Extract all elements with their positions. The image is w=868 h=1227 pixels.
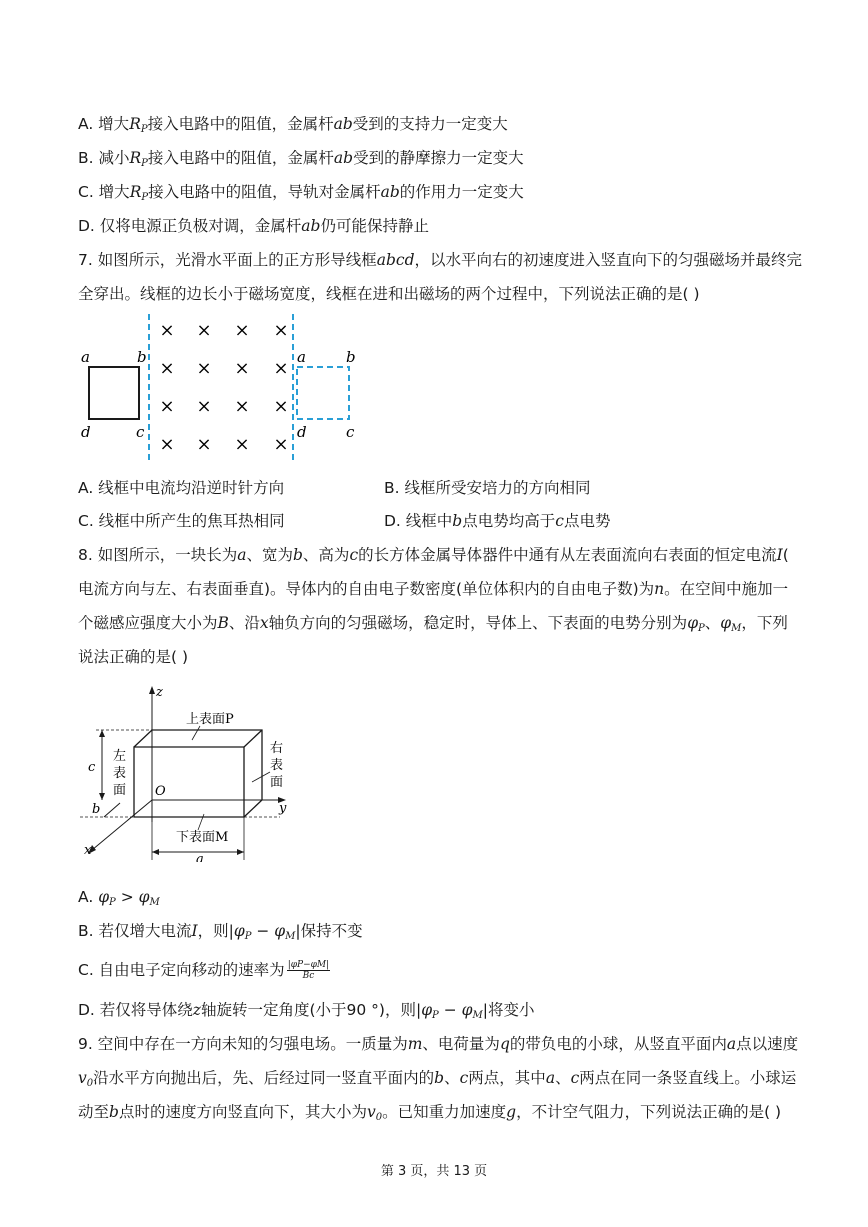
q6-option-d: D. 仅将电源正负极对调，金属杆ab仍可能保持静止 xyxy=(78,217,429,235)
axis-z-label: z xyxy=(156,685,163,700)
fraction: $\frac{|\varphi P-\varphi M|}{Bc}$ xyxy=(287,960,330,981)
axis-y-label: y xyxy=(279,801,287,816)
loop-solid xyxy=(89,367,139,419)
q6-option-c: C. 增大$R_P$接入电路中的阻值，导轨对金属杆ab的作用力一定变大 xyxy=(78,183,524,203)
q8-stem-line1: 8. 如图所示，一块长为a、宽为b、高为c的长方体金属导体器件中通有从左表面流向右表面的恒定电流I( xyxy=(78,546,789,564)
loop-dashed xyxy=(297,367,349,419)
svg-text:右: 右 xyxy=(270,741,284,756)
page-footer: 第 3 页，共 13 页 xyxy=(380,1164,488,1179)
field-crosses xyxy=(159,320,288,455)
bottom-face-label: 下表面M xyxy=(176,830,229,845)
svg-text:×: × xyxy=(234,320,250,341)
svg-text:×: × xyxy=(196,396,212,417)
svg-text:×: × xyxy=(234,358,250,379)
q9-stem-line2: $v_0$沿水平方向抛出后，先、后经过同一竖直平面内的b、c两点，其中a、c两点在同一条竖直线上。小球运 xyxy=(78,1069,797,1089)
origin-label: O xyxy=(155,784,166,799)
dim-b-label: b xyxy=(92,802,101,817)
svg-text:b: b xyxy=(346,348,356,366)
top-face-label: 上表面P xyxy=(186,712,234,727)
svg-text:×: × xyxy=(273,358,289,379)
svg-text:表: 表 xyxy=(113,766,127,781)
left-face-label xyxy=(113,749,126,798)
q8-stem-line2: 电流方向与左、右表面垂直)。导体内的自由电子数密度(单位体积内的自由电子数)为n。在空间中施加一 xyxy=(78,580,789,598)
svg-text:×: × xyxy=(273,320,289,341)
svg-text:×: × xyxy=(273,396,289,417)
svg-text:左: 左 xyxy=(113,749,127,764)
dim-a-label: a xyxy=(196,852,204,862)
svg-text:×: × xyxy=(159,434,175,455)
q7-option-d: D. 线框中b点电势均高于c点电势 xyxy=(384,512,611,530)
label-a: a xyxy=(81,348,90,366)
q8-option-a: A. $\varphi_P > \varphi_M$ xyxy=(78,888,160,908)
svg-text:×: × xyxy=(159,320,175,341)
q8-option-c: C. 自由电子定向移动的速率为 $\frac{|\varphi P-\varphi M|}{Bc}$ xyxy=(78,960,330,981)
svg-text:×: × xyxy=(196,320,212,341)
svg-text:d: d xyxy=(297,423,307,441)
svg-text:×: × xyxy=(273,434,289,455)
label-b: b xyxy=(137,348,147,366)
q6-option-b: B. 减小$R_P$接入电路中的阻值，金属杆ab受到的静摩擦力一定变大 xyxy=(78,149,524,169)
q7-stem-line1: 7. 如图所示，光滑水平面上的正方形导线框abcd，以水平向右的初速度进入竖直向下的匀强磁场并最终完 xyxy=(78,251,803,269)
q8-option-b: B. 若仅增大电流I，则$|\varphi_P - \varphi_M|$保持不变 xyxy=(78,922,363,942)
q7-option-b: B. 线框所受安培力的方向相同 xyxy=(384,479,591,497)
q7-option-c: C. 线框中所产生的焦耳热相同 xyxy=(78,512,285,530)
q7-magnetic-field-figure xyxy=(76,312,366,464)
q6-option-a: A. 增大$R_P$接入电路中的阻值，金属杆ab受到的支持力一定变大 xyxy=(78,115,508,135)
svg-text:表: 表 xyxy=(270,758,284,773)
svg-text:面: 面 xyxy=(113,783,127,798)
svg-text:×: × xyxy=(196,358,212,379)
svg-text:a: a xyxy=(297,348,306,366)
svg-text:×: × xyxy=(159,396,175,417)
q8-stem-line3: 个磁感应强度大小为B、沿x轴负方向的匀强磁场，稳定时，导体上、下表面的电势分别为$\varphi_P$、$\varphi_M$，下列 xyxy=(78,614,788,634)
label-c: c xyxy=(136,423,145,441)
q9-stem-line3: 动至b点时的速度方向竖直向下，其大小为$v_0$。已知重力加速度g，不计空气阻力，下列说法正确的是( ) xyxy=(78,1103,782,1123)
label-d: d xyxy=(81,423,91,441)
right-face-label xyxy=(270,741,283,790)
svg-text:c: c xyxy=(346,423,355,441)
svg-text:面: 面 xyxy=(270,775,284,790)
dim-c-label: c xyxy=(88,760,96,775)
svg-text:×: × xyxy=(234,434,250,455)
axis-x-label: x xyxy=(84,843,92,858)
q8-stem-line4: 说法正确的是( ) xyxy=(78,648,189,666)
q7-stem-line2: 全穿出。线框的边长小于磁场宽度，线框在进和出磁场的两个过程中，下列说法正确的是( ) xyxy=(78,285,700,303)
svg-text:×: × xyxy=(159,358,175,379)
q7-option-a: A. 线框中电流均沿逆时针方向 xyxy=(78,479,285,497)
q9-stem-line1: 9. 空间中存在一方向未知的匀强电场。一质量为m、电荷量为q的带负电的小球，从竖直平面内a点以速度 xyxy=(78,1035,799,1053)
q8-conductor-figure xyxy=(80,682,300,862)
svg-text:×: × xyxy=(196,434,212,455)
svg-text:×: × xyxy=(234,396,250,417)
q8-option-d: D. 若仅将导体绕z轴旋转一定角度(小于90 °)，则$|\varphi_P - \varphi_M|$将变小 xyxy=(78,1001,535,1021)
